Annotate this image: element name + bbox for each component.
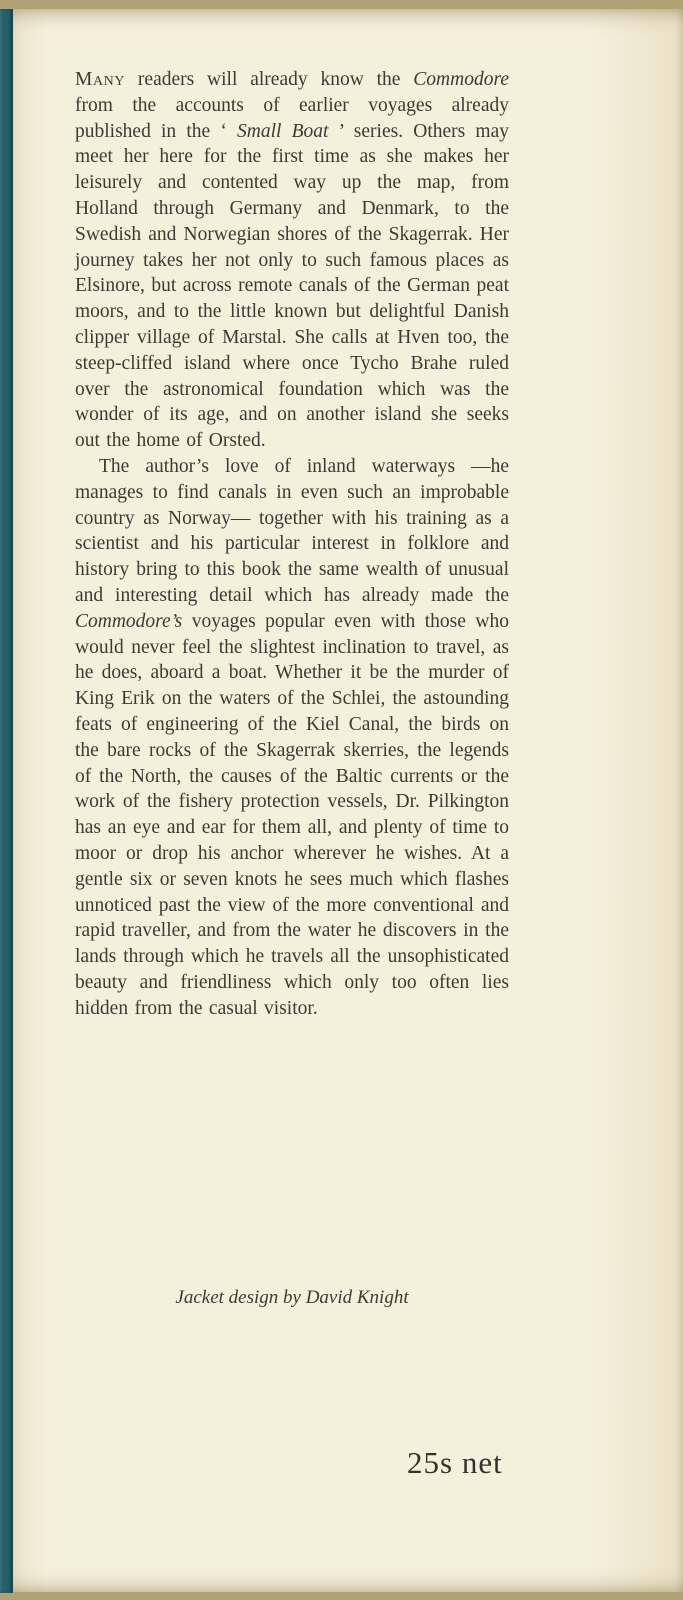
flap-paragraph xyxy=(75,67,509,454)
italic-text: Commodore xyxy=(413,69,509,90)
italic-text: Commodore’s xyxy=(75,610,183,632)
body-text: The author’s love of inland waterways —he manages to find canals in even such an improbable country as Norway— together with his training as a scientist and his particular interest in folklore and history bring to this book the same wealth of unusual and interesting detail which has already made the xyxy=(75,455,509,606)
spine-edge xyxy=(0,9,13,1593)
italic-text: Small Boat xyxy=(237,120,329,142)
jacket-paper xyxy=(13,9,683,1592)
smallcaps-text: Many xyxy=(75,69,126,90)
jacket-design-credit: Jacket design by David Knight xyxy=(175,1287,409,1308)
body-text: readers will already know the xyxy=(125,69,414,90)
flap-paragraphs xyxy=(75,67,509,1021)
body-text: voyages popular even with those who would never feel the slightest inclination to travel, as he does, aboard a boat. Whether it be the murder of King Erik on the waters of the Schlei, the astounding feats of engineering of the Kiel Canal, the birds on the bare rocks of the Skagerrak skerries, the legends of the North, the causes of the Baltic currents or the work of the fishery protection vessels, Dr. Pilkington has an eye and ear for them all, and plenty of time to moor or drop his anchor wherever he wishes. At a gentle six or seven knots he sees much which flashes unnoticed past the view of the more conventional and rapid traveller, and from the water he discovers in the lands through which he travels all the unsophisticated beauty and friendliness which only too often lies hidden from the casual visitor. xyxy=(75,610,509,1019)
body-text: from the accounts of earlier voyages already published in the ‘ xyxy=(75,94,509,142)
price-label: 25s net xyxy=(407,1445,503,1480)
body-text: ’ series. Others may meet her here for the first time as she makes her leisurely and contented way up the map, from Holland through Germany and Denmark, to the Swedish and Norwegian shores of the Skagerrak. Her journey takes her not only to such famous places as Elsinore, but across remote canals of the German peat moors, and to the little known but delightful Danish clipper village of Marstal. She calls at Hven too, the steep-cliffed island where once Tycho Brahe ruled over the astronomical foundation which was the wonder of its age, and on another island she seeks out the home of Orsted. xyxy=(75,120,509,452)
flap-paragraph xyxy=(75,454,509,1022)
